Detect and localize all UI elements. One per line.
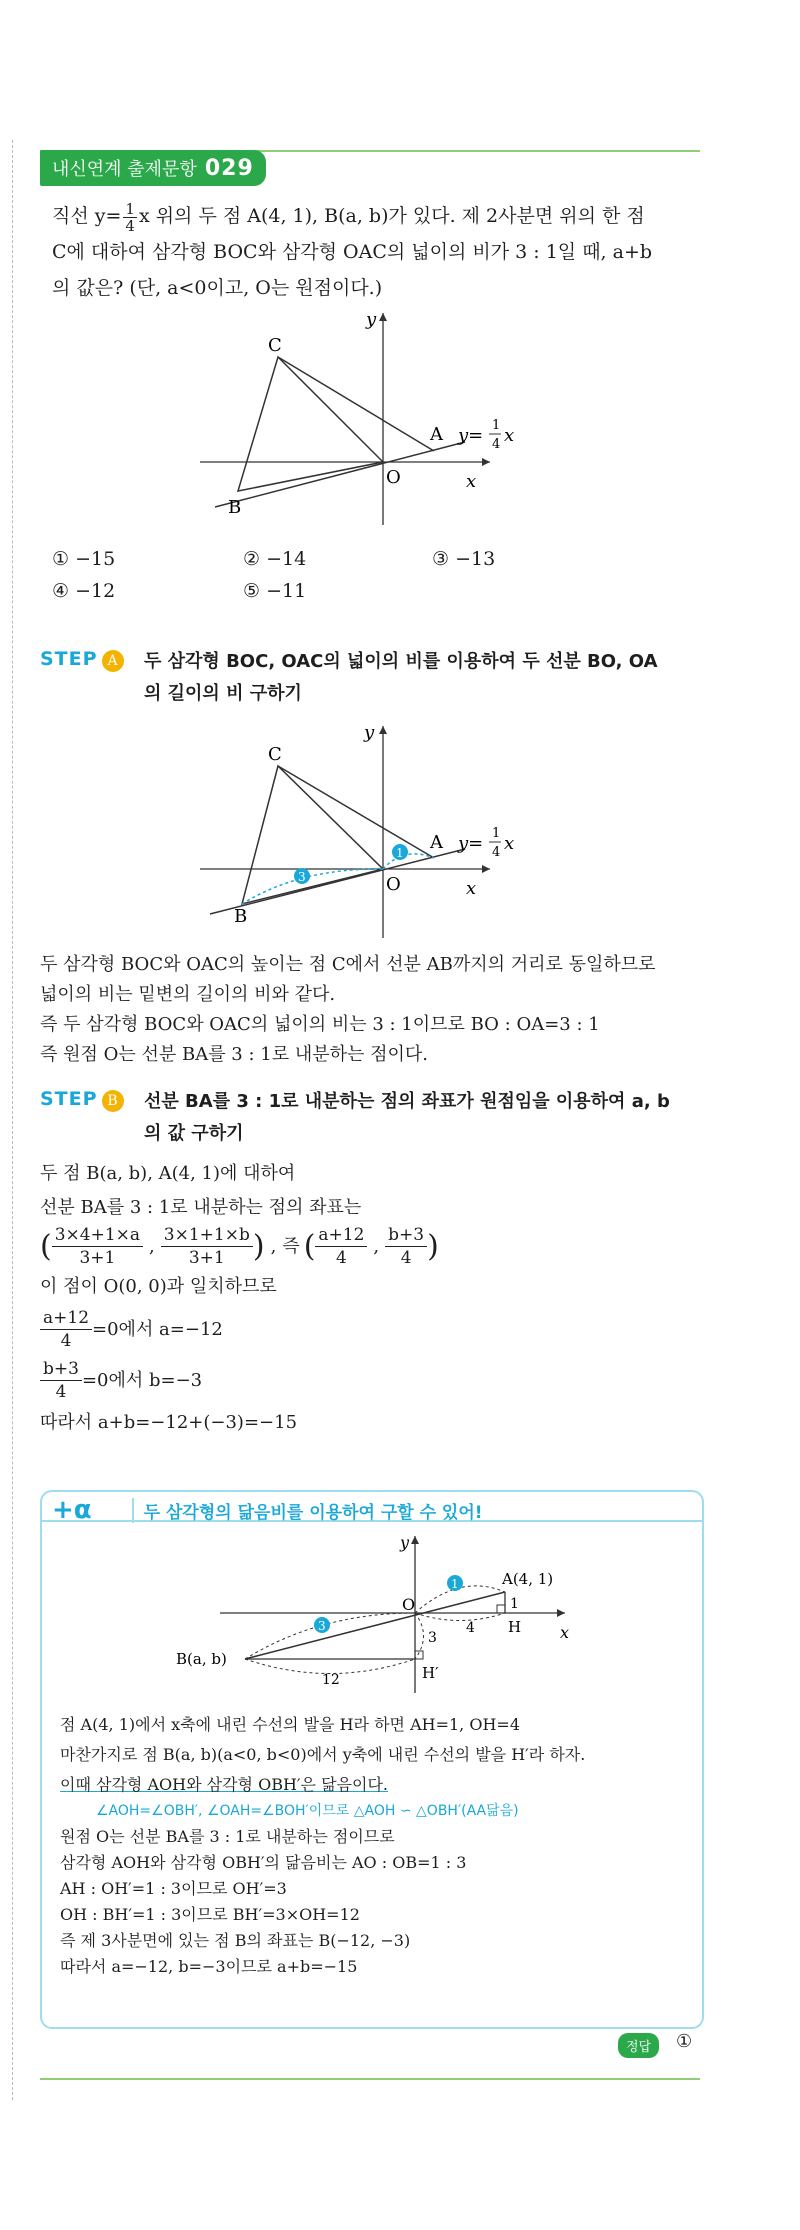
label-y: y: [366, 309, 377, 330]
question-line-3: 의 값은? (단, a<0이고, O는 원점이다.): [52, 277, 383, 299]
plus-note: ∠AOH=∠OBH′, ∠OAH=∠BOH′이므로 △AOH ∽ △OBH′(AA닮음): [96, 1803, 519, 1819]
arc-oa: [415, 1586, 505, 1613]
line-eq-prefix: y=: [458, 833, 484, 854]
coord-frac-x-simplified: a+12 4: [315, 1224, 367, 1269]
figure-2-graph: [190, 718, 570, 948]
arc-oh: [415, 1613, 505, 1621]
step-b-line-2: 선분 BA를 3 : 1로 내분하는 점의 좌표는: [40, 1197, 362, 1218]
step-b-body: [40, 1160, 710, 1437]
arc-ohp: [415, 1613, 424, 1659]
plus-line-9: 즉 제 3사분면에 있는 점 B의 좌표는 B(−12, −3): [60, 1931, 411, 1950]
label-a: A: [430, 832, 443, 853]
line-eq-x: x: [504, 833, 515, 854]
label-x: x: [560, 1623, 570, 1642]
label-o: O: [386, 874, 401, 895]
line-y-quarter-x: [215, 442, 465, 507]
question-line-1: 직선 y= $\frac{1}{4}$ x 위의 두 점 A(4, 1), B(a, b)가 있다. 제 2사분면 위의 한 점: [52, 199, 645, 235]
plus-alpha-icon: +α: [52, 1495, 92, 1525]
step-b-conclusion: 따라서 a+b=−12+(−3)=−15: [40, 1412, 298, 1433]
label-y: y: [400, 1533, 410, 1552]
plus-line-8: OH : BH′=1 : 3이므로 BH′=3×OH=12: [60, 1905, 360, 1924]
label-c: C: [268, 335, 282, 356]
label-bhp-length: 12: [322, 1672, 340, 1688]
label-a: A: [430, 424, 443, 445]
plus-line-6: 삼각형 AOH와 삼각형 OBH′의 닮음비는 AO : OB=1 : 3: [60, 1853, 467, 1872]
question-line-2: C에 대하여 삼각형 BOC와 삼각형 OAC의 넓이의 비가 3 : 1일 때, a+b: [52, 241, 653, 263]
step-b-line-1: 두 점 B(a, b), A(4, 1)에 대하여: [40, 1163, 296, 1184]
step-a-title-line-1: 두 삼각형 BOC, OAC의 넓이의 비를 이용하여 두 선분 BO, OA: [144, 651, 658, 672]
figure-1-graph: [190, 305, 570, 535]
label-y: y: [364, 722, 375, 743]
page-margin-rule: [12, 140, 13, 2100]
step-b-eq-a: $\frac{a+12}{4}$ =0에서 a=−12: [40, 1307, 710, 1352]
marker-3-label: 3: [318, 1619, 326, 1633]
step-b-eq-b: $\frac{b+3}{4}$ =0에서 b=−3: [40, 1358, 710, 1403]
x-axis-arrow: [557, 1609, 565, 1617]
plus-line-10: 따라서 a=−12, b=−3이므로 a+b=−15: [60, 1957, 358, 1976]
line-eq-num: 1: [492, 826, 501, 841]
label-x: x: [466, 471, 477, 492]
label-b: B: [234, 906, 248, 927]
badge-tag: 내신연계 출제문항: [52, 159, 197, 180]
step-b-heading: [40, 1086, 700, 1150]
step-a-line-4: 즉 원점 O는 선분 BA를 3 : 1로 내분하는 점이다.: [40, 1044, 428, 1065]
coord-frac-y-simplified: b+3 4: [385, 1224, 427, 1269]
label-o: O: [402, 1595, 416, 1614]
step-a-tag: STEP: [40, 648, 98, 670]
y-axis-arrow: [379, 726, 387, 734]
choice-5[interactable]: ⑤ −11: [243, 580, 307, 602]
plus-line-1: 점 A(4, 1)에서 x축에 내린 수선의 발을 H라 하면 AH=1, OH=4: [60, 1715, 520, 1734]
line-eq-den: 4: [492, 437, 501, 452]
coord-frac-x: 3×4+1×a 3+1: [52, 1224, 143, 1269]
badge-number: 029: [204, 155, 254, 181]
choice-1[interactable]: ① −15: [52, 548, 116, 570]
marker-1-label: 1: [396, 846, 404, 860]
step-b-letter: B: [102, 1090, 124, 1112]
marker-3-label: 3: [298, 870, 306, 884]
label-ohp-length: 3: [428, 1630, 437, 1646]
measure-oa: [383, 854, 434, 869]
choice-2[interactable]: ② −14: [243, 548, 307, 570]
x-axis-arrow: [482, 458, 490, 466]
footer-rule: [40, 2078, 700, 2080]
problem-badge: [40, 150, 266, 186]
step-a-body: [40, 950, 710, 1070]
plus-line-7: AH : OH′=1 : 3이므로 OH′=3: [60, 1879, 287, 1898]
y-axis-arrow: [411, 1536, 419, 1544]
step-a-line-3: 즉 두 삼각형 BOC와 OAC의 넓이의 비는 3 : 1이므로 BO : OA=3 : 1: [40, 1014, 600, 1035]
plus-alpha-header: [52, 1495, 483, 1525]
marker-1-label: 1: [451, 1577, 459, 1591]
line-eq-prefix: y=: [458, 425, 484, 446]
y-axis-arrow: [379, 313, 387, 321]
plus-line-3: 이때 삼각형 AOH와 삼각형 OBH′은 닮음이다.: [60, 1775, 388, 1794]
label-x: x: [466, 878, 477, 899]
step-b-title-line-1: 선분 BA를 3 : 1로 내분하는 점의 좌표가 원점임을 이용하여 a, b: [144, 1091, 670, 1112]
step-a-heading: [40, 646, 700, 710]
step-a-line-2: 넓이의 비는 밑변의 길이의 비와 같다.: [40, 984, 336, 1005]
plus-alpha-title: 두 삼각형의 닮음비를 이용하여 구할 수 있어!: [132, 1498, 483, 1523]
answer-value: ①: [676, 2031, 693, 2052]
step-b-coordinates: ( 3×4+1×a 3+1 , 3×1+1×b 3+1 ) , 즉 ( a+12 4 , b+3 4 ): [40, 1225, 439, 1268]
label-a: A(4, 1): [502, 1570, 554, 1588]
plus-alpha-body: [60, 1712, 690, 1980]
segment-ca: [278, 766, 434, 858]
step-a-title-line-2: 의 길이의 비 구하기: [144, 683, 302, 704]
step-b-line-4: 이 점이 O(0, 0)과 일치하므로: [40, 1276, 277, 1297]
label-hp: H′: [422, 1664, 439, 1682]
line-eq-num: 1: [492, 418, 501, 433]
line-eq-x: x: [504, 425, 515, 446]
label-oh-length: 4: [466, 1620, 475, 1636]
plus-figure: [170, 1528, 590, 1703]
label-o: O: [386, 467, 401, 488]
label-c: C: [268, 744, 282, 765]
label-b: B(a, b): [176, 1650, 227, 1668]
segment-ca: [278, 357, 434, 451]
slope-fraction: $\frac{1}{4}$: [125, 199, 135, 235]
plus-line-2: 마찬가지로 점 B(a, b)(a<0, b<0)에서 y축에 내린 수선의 발을 H′라 하자.: [60, 1745, 586, 1764]
line-eq-den: 4: [492, 845, 501, 860]
label-b: B: [228, 497, 242, 518]
step-b-tag: STEP: [40, 1088, 98, 1110]
label-h: H: [508, 1618, 522, 1636]
answer-badge: 정답: [618, 2033, 659, 2058]
choice-3[interactable]: ③ −13: [432, 548, 496, 570]
right-angle-h: [497, 1605, 505, 1613]
step-a-line-1: 두 삼각형 BOC와 OAC의 높이는 점 C에서 선분 AB까지의 거리로 동일하므로: [40, 954, 656, 975]
question-text: [52, 198, 702, 306]
label-ah-length: 1: [510, 1596, 519, 1612]
x-axis-arrow: [482, 865, 490, 873]
plus-line-5: 원점 O는 선분 BA를 3 : 1로 내분하는 점이므로: [60, 1827, 395, 1846]
choice-4[interactable]: ④ −12: [52, 580, 116, 602]
step-b-title-line-2: 의 값 구하기: [144, 1123, 244, 1144]
step-a-letter: A: [102, 650, 124, 672]
coord-frac-y: 3×1+1×b 3+1: [161, 1224, 253, 1269]
